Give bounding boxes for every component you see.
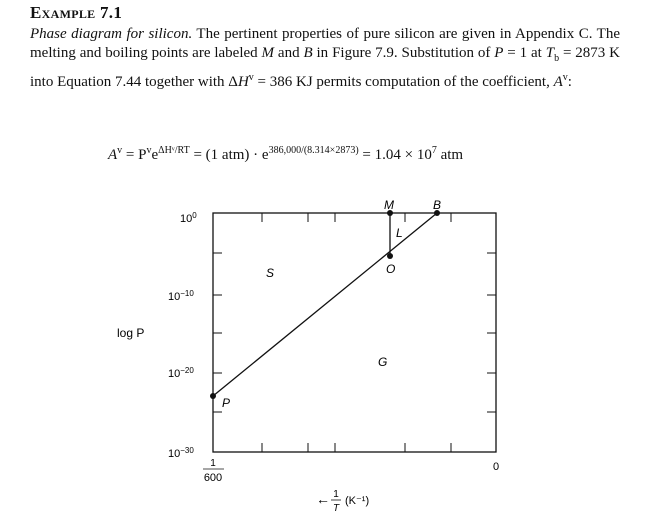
para-tb-subscript: b [554,53,560,64]
xtick-right: 0 [492,461,500,473]
para-text-4: = 2873 K into Equation 7.44 together with Δ [30,45,620,90]
label-b: B [433,198,442,212]
label-o: O [386,262,396,276]
label-m: M [384,198,394,212]
eq-e1: e [151,147,159,163]
label-p: P [222,396,231,410]
para-a-symbol: A [553,74,563,90]
para-text-1: The pertinent properties of pure silicon are given in Appendix C. The melting and boiling points are labeled [30,26,620,61]
eq-exp1: ΔHᵛ/RT [158,145,190,156]
point-p [210,393,216,399]
sublimation-vaporization-curve [213,213,437,396]
eq-lhs: A [108,147,118,163]
eq-mid: = (1 atm) · e [189,147,269,163]
plot-frame [213,213,496,452]
para-text-2: in Figure 7.9. Substitution of [312,45,495,61]
para-m-label: M [261,45,275,61]
para-tb-symbol: T [545,45,555,61]
eq-unit: atm [436,147,464,163]
region-liquid-label: L [396,226,403,240]
x-axis-numerator: 1 [333,489,339,500]
para-a-superscript: v [562,72,568,83]
x-axis-unit: (K⁻¹) [345,495,370,507]
example-title: Phase diagram for silicon. [30,26,193,42]
y-axis-label: log P [117,326,145,340]
para-h-symbol: H [237,74,249,90]
x-axis-denominator: T [332,503,340,514]
para-b-label: B [303,45,313,61]
eq-p: = P [122,147,147,163]
para-h-superscript: v [248,72,254,83]
xtick-left-denominator: 600 [203,472,223,484]
eq-p-sup: v [146,145,152,156]
eq-rhs-exp: 7 [431,145,437,156]
ytick-minus30: $10^{-30}$ [168,446,194,460]
eq-lhs-sup: v [117,145,123,156]
para-text-5: = 386 KJ permits computation of the coefficient, [253,74,554,90]
example-heading: Example 7.1 [30,3,123,22]
para-p-symbol: P [494,45,504,61]
xtick-left-numerator: 1 [210,458,216,469]
para-text-6: : [567,74,572,90]
para-and: and [274,45,304,61]
region-gas-label: G [378,355,388,369]
ytick-minus10: $10^{-10}$ [168,289,194,303]
para-text-3: = 1 at [503,45,546,61]
x-axis-arrow: ← [316,491,330,507]
eq-rhs: = 1.04 × 10 [358,147,432,163]
ytick-minus20: $10^{-20}$ [168,366,194,380]
point-o [387,253,393,259]
region-solid-label: S [266,266,275,280]
eq-exp2: 386,000/(8.314×2873) [268,145,359,156]
ytick-0: $10^0$ [180,211,197,225]
left-axis-ticks [213,213,496,452]
